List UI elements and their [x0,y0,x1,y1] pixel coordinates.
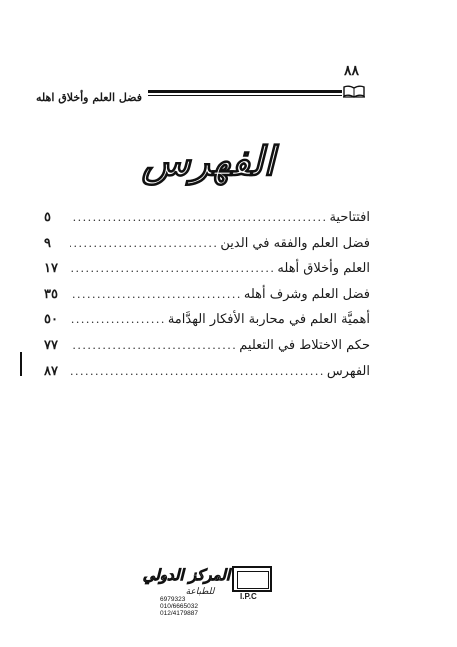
dot-leader [70,211,327,224]
dot-leader [70,365,325,378]
toc-row [44,338,370,364]
toc-row [44,312,370,338]
toc-row [44,236,370,262]
dot-leader [70,288,242,301]
publisher-abbr: I.P.C [240,592,257,601]
publisher-phones [160,596,198,617]
dot-leader [70,339,237,352]
page-number: ٨٨ [344,63,360,79]
toc-entry-page: ٧٧ [44,337,58,353]
open-book-icon [343,84,365,98]
phone-number: 010/6665032 [160,603,198,610]
index-title [118,140,298,184]
toc-entry-page: ٣٥ [44,286,58,302]
publisher-name: المركز الدولي [142,566,230,584]
dot-leader [70,262,275,275]
dot-leader [70,237,218,250]
toc-entry-page: ٥٠ [44,312,58,328]
toc-row [44,287,370,313]
table-of-contents [44,210,370,389]
toc-row [44,210,370,236]
phone-number: 6979323 [160,596,186,603]
running-header-title: فضل العلم وأخلاق اهله [36,91,142,104]
toc-entry-page: ٨٧ [44,363,58,379]
toc-entry-page: ٩ [44,235,51,251]
publisher-emblem-icon [232,566,272,592]
toc-row [44,364,370,390]
toc-entry-title: أهميَّة العلم في محاربة الأفكار الهدَّامة [167,312,370,328]
margin-mark [20,352,22,376]
toc-entry-title: افتتاحية [329,210,370,225]
toc-entry-title: حكم الاختلاط في التعليم [239,337,370,353]
toc-row [44,261,370,287]
toc-entry-title: فضل العلم وشرف أهله [243,286,370,302]
dot-leader [70,313,166,326]
toc-entry-title: العلم وأخلاق أهله [277,261,370,277]
toc-entry-title: فضل العلم والفقه في الدين [220,235,370,251]
header-rule [148,90,342,97]
phone-number: 012/4179887 [160,610,198,617]
toc-entry-title: الفهرس [326,363,370,379]
publisher-subtitle: للطباعة [185,587,215,597]
index-title-text: الفهرس [141,138,275,185]
toc-entry-page: ١٧ [44,261,58,277]
toc-entry-page: ٥ [44,210,51,225]
